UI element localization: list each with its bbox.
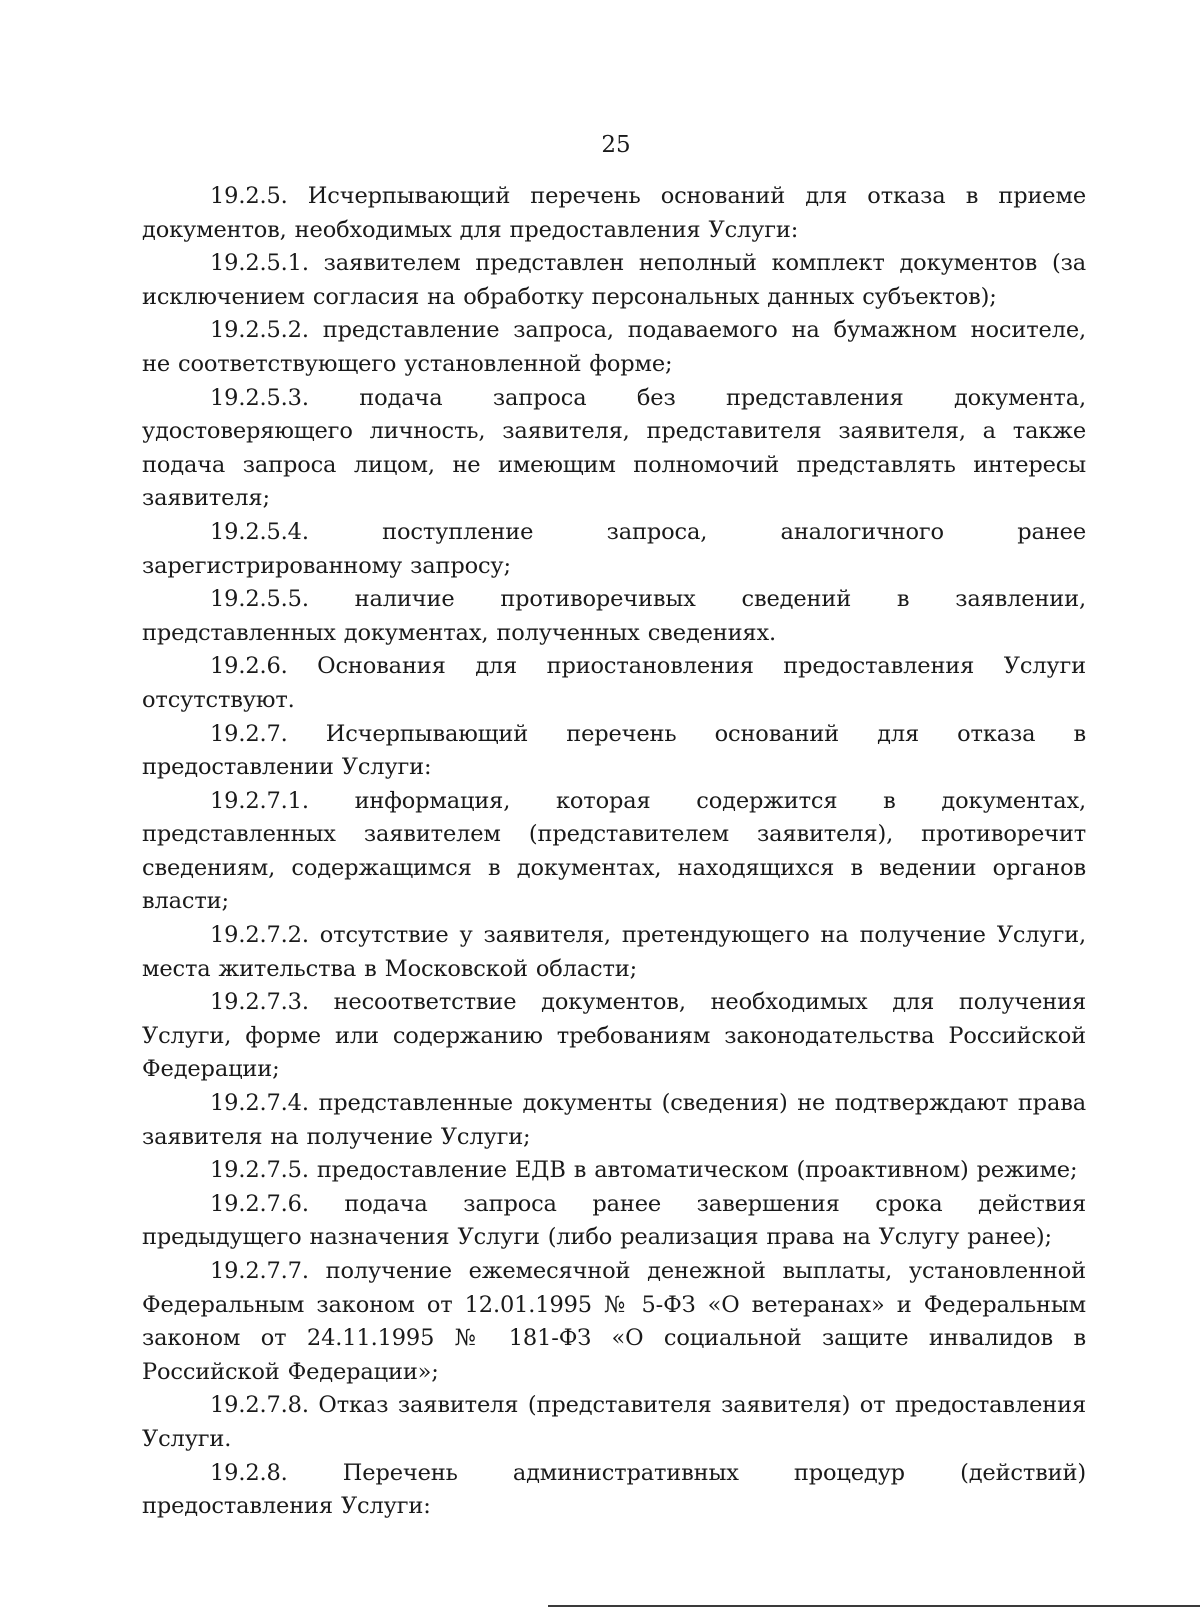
paragraph-19-2-6: 19.2.6. Основания для приостановления предоставления Услуги отсутствуют. bbox=[142, 653, 1086, 713]
page-number: 25 bbox=[601, 132, 631, 158]
paragraph-19-2-5: 19.2.5. Исчерпывающий перечень оснований для отказа в приеме документов, необходимых для предоставления Услуги: bbox=[142, 183, 1086, 243]
paragraph-19-2-5-4: 19.2.5.4. поступление запроса, аналогичного ранее зарегистрированному запросу; bbox=[142, 518, 1086, 579]
paragraph-19-2-5-5: 19.2.5.5. наличие противоречивых сведений в заявлении, представленных документах, полученных сведениях. bbox=[142, 586, 1086, 646]
paragraph-19-2-7-1: 19.2.7.1. информация, которая содержится в документах, представленных заявителем (представителем заявителя), противоречит сведениям, содержащимся в документах, находящихся в ведении органов власти; bbox=[142, 787, 1086, 915]
bottom-rule bbox=[548, 1605, 1200, 1607]
paragraph-19-2-7-7: 19.2.7.7. получение ежемесячной денежной выплаты, установленной Федеральным законом от 12.01.1995 № 5-ФЗ «О ветеранах» и Федеральным законом от 24.11.1995 № 181-ФЗ «О социальной защите инвалидов в Российской Федерации»; bbox=[142, 1258, 1086, 1385]
paragraph-19-2-5-1: 19.2.5.1. заявителем представлен неполный комплект документов (за исключением согласия на обработку персональных данных субъектов); bbox=[142, 250, 1086, 310]
paragraph-19-2-7-3: 19.2.7.3. несоответствие документов, необходимых для получения Услуги, форме или содержанию требованиям законодательства Российской Федерации; bbox=[142, 989, 1086, 1083]
paragraph-19-2-7-8: 19.2.7.8. Отказ заявителя (представителя заявителя) от предоставления Услуги. bbox=[142, 1392, 1086, 1452]
paragraph-19-2-7-2: 19.2.7.2. отсутствие у заявителя, претендующего на получение Услуги, места жительства в Московской области; bbox=[142, 922, 1086, 982]
paragraph-19-2-5-3: 19.2.5.3. подача запроса без представления документа, удостоверяющего личность, заявителя, представителя заявителя, а также подача запроса лицом, не имеющим полномочий представлять интересы заявителя; bbox=[142, 384, 1086, 512]
paragraph-19-2-5-2: 19.2.5.2. представление запроса, подаваемого на бумажном носителе, не соответствующего установленной форме; bbox=[142, 317, 1086, 377]
paragraph-19-2-8: 19.2.8. Перечень административных процедур (действий) предоставления Услуги: bbox=[142, 1459, 1086, 1520]
paragraph-19-2-7-4: 19.2.7.4. представленные документы (сведения) не подтверждают права заявителя на получение Услуги; bbox=[142, 1090, 1086, 1150]
paragraph-19-2-7-6: 19.2.7.6. подача запроса ранее завершения срока действия предыдущего назначения Услуги (либо реализация права на Услугу ранее); bbox=[142, 1190, 1086, 1251]
paragraph-19-2-7: 19.2.7. Исчерпывающий перечень оснований для отказа в предоставлении Услуги: bbox=[142, 720, 1086, 781]
paragraph-19-2-7-5: 19.2.7.5. предоставление ЕДВ в автоматическом (проактивном) режиме; bbox=[210, 1157, 1078, 1184]
document-body bbox=[142, 180, 1086, 1524]
